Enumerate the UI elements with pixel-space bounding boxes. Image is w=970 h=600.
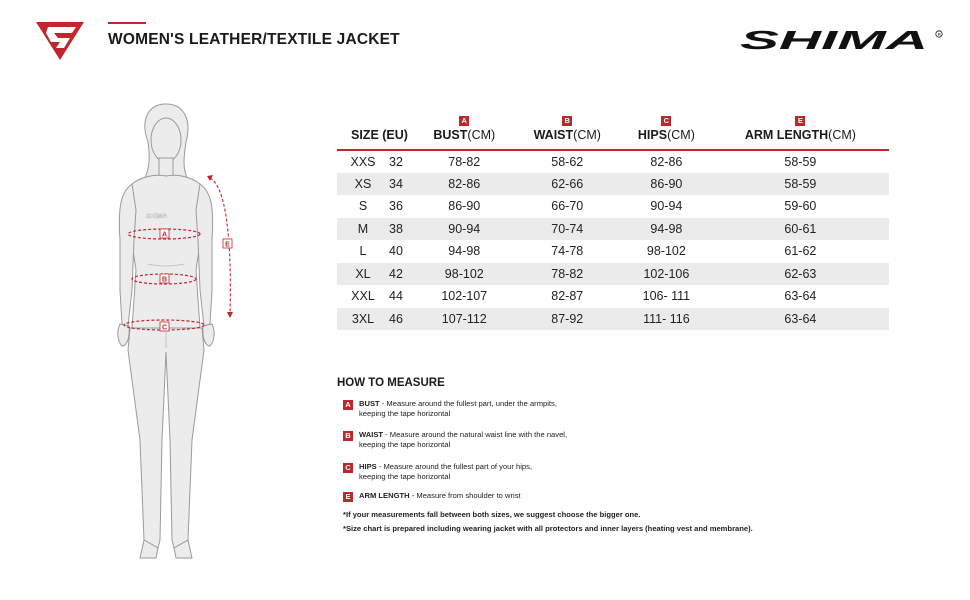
- cell-size: XS: [337, 173, 385, 196]
- svg-text:SHIMA: SHIMA: [740, 28, 928, 52]
- cell-arm: 59-60: [784, 199, 817, 214]
- cell-eu: 46: [385, 308, 415, 331]
- cell-arm: 60-61: [712, 218, 889, 241]
- cell-size: L: [359, 244, 367, 259]
- cell-waist: 66-70: [551, 199, 584, 214]
- header-waist: B WAIST(CM): [533, 116, 601, 142]
- note-chart-prepared: *Size chart is prepared including wearing jacket with all protectors and inner layers (heating vest and membrane).: [343, 524, 753, 533]
- cell-eu: 42: [385, 263, 415, 286]
- badge-a: A: [459, 116, 469, 126]
- cell-arm: 62-63: [712, 263, 889, 286]
- cell-waist: 78-82: [514, 263, 621, 286]
- cell-arm: 63-64: [784, 289, 817, 304]
- table-header-row: [337, 113, 889, 150]
- cell-size: S: [358, 199, 368, 214]
- cell-hips: 82-86: [650, 154, 683, 169]
- cell-bust: 90-94: [415, 218, 514, 241]
- badge-b: B: [562, 116, 572, 126]
- cell-bust: 102-107: [441, 289, 488, 304]
- svg-text:A: A: [161, 231, 168, 239]
- table-row: [337, 195, 889, 218]
- svg-text:C: C: [161, 324, 168, 332]
- header-bust: A BUST(CM): [433, 116, 496, 142]
- badge-b: B: [343, 431, 353, 441]
- table-row: [337, 173, 889, 196]
- cell-hips: 111- 116: [621, 308, 712, 331]
- badge-e: E: [795, 116, 805, 126]
- table-row: [337, 263, 889, 286]
- badge-c: C: [343, 463, 353, 473]
- brand-logo-mark: [36, 22, 84, 60]
- cell-waist: 74-78: [551, 244, 584, 259]
- cell-size: M: [337, 218, 385, 241]
- badge-e: E: [343, 492, 353, 502]
- cell-eu: 44: [389, 289, 403, 304]
- cell-arm: 61-62: [784, 244, 817, 259]
- cell-eu: 36: [389, 199, 403, 214]
- measure-item-bust: A BUST - Measure around the fullest part, under the armpits, keeping the tape horizontal: [343, 399, 557, 419]
- cell-size: XL: [337, 263, 385, 286]
- table-row: [337, 218, 889, 241]
- svg-text:E: E: [225, 241, 230, 249]
- measure-item-arm-length: E ARM LENGTH - Measure from shoulder to wrist: [343, 491, 521, 501]
- cell-bust: 107-112: [415, 308, 514, 331]
- cell-arm: 58-59: [712, 173, 889, 196]
- cell-size: 3XL: [337, 308, 385, 331]
- table-row: [337, 150, 889, 173]
- cell-size: XXL: [351, 289, 375, 304]
- page-title: WOMEN'S LEATHER/TEXTILE JACKET: [108, 31, 400, 48]
- cell-eu: 34: [385, 173, 415, 196]
- cell-waist: 62-66: [514, 173, 621, 196]
- cell-eu: 32: [389, 154, 403, 169]
- cell-bust: 78-82: [448, 154, 481, 169]
- cell-hips: 90-94: [650, 199, 683, 214]
- size-chart-table: [337, 113, 889, 330]
- measure-item-hips: C HIPS - Measure around the fullest part of your hips, keeping the tape horizontal: [343, 462, 532, 482]
- cell-hips: 86-90: [621, 173, 712, 196]
- body-figure: [90, 100, 250, 562]
- note-between-sizes: *If your measurements fall between both sizes, we suggest choose the bigger one.: [343, 510, 641, 519]
- cell-bust: 86-90: [448, 199, 481, 214]
- how-to-measure-title: HOW TO MEASURE: [337, 377, 445, 389]
- cell-hips: 102-106: [621, 263, 712, 286]
- table-row: [337, 240, 889, 263]
- cell-eu: 38: [385, 218, 415, 241]
- brand-wordmark: [740, 28, 945, 52]
- svg-text:SHIMA: SHIMA: [146, 213, 167, 220]
- cell-bust: 98-102: [415, 263, 514, 286]
- header-size: SIZE (EU): [351, 128, 408, 142]
- cell-waist: 87-92: [514, 308, 621, 331]
- badge-a: A: [343, 400, 353, 410]
- cell-bust: 94-98: [448, 244, 481, 259]
- cell-arm: 63-64: [712, 308, 889, 331]
- cell-waist: 70-74: [514, 218, 621, 241]
- cell-waist: 82-87: [551, 289, 584, 304]
- cell-size: XXS: [350, 154, 376, 169]
- svg-text:R: R: [937, 31, 941, 37]
- title-accent-rule: [108, 22, 146, 24]
- header-arm-length: E ARM LENGTH(CM): [744, 116, 856, 142]
- measure-item-waist: B WAIST - Measure around the natural waist line with the navel, keeping the tape horizontal: [343, 430, 567, 450]
- cell-waist: 58-62: [551, 154, 584, 169]
- header-hips: C HIPS(CM): [637, 116, 695, 142]
- table-row: [337, 308, 889, 331]
- table-row: [337, 285, 889, 308]
- badge-c: C: [661, 116, 671, 126]
- cell-arm: 58-59: [784, 154, 817, 169]
- cell-bust: 82-86: [415, 173, 514, 196]
- svg-text:B: B: [161, 276, 168, 284]
- cell-eu: 40: [389, 244, 403, 259]
- cell-hips: 94-98: [621, 218, 712, 241]
- cell-hips: 106- 111: [642, 289, 691, 304]
- cell-hips: 98-102: [646, 244, 686, 259]
